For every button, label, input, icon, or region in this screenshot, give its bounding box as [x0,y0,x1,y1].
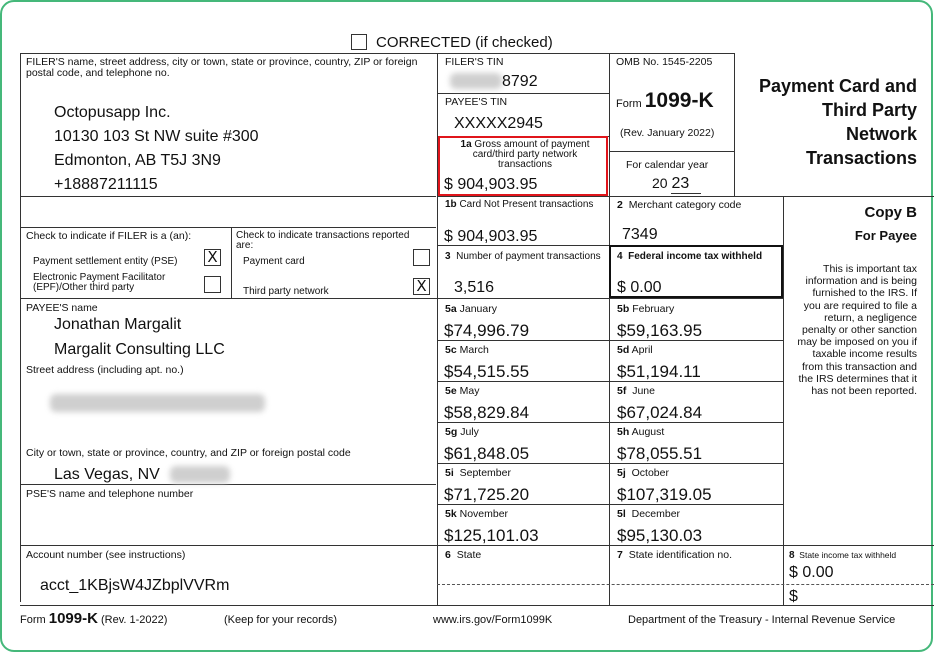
box-3-label [445,252,605,262]
copy-subtitle: For Payee [854,228,917,243]
title-line-2: Third Party [821,100,917,120]
month-value-5i: $71,725.20 [444,485,530,504]
payee-tin-value: XXXXX2945 [454,115,543,132]
month-value-5f: $67,024.84 [617,403,703,422]
box-7-label [617,550,732,561]
footer-form-id [20,611,167,628]
footer-form-prefix: Form [20,614,46,626]
footer-form-name: 1099-K [48,610,98,627]
redacted-tin [450,73,502,89]
title-line-4: Transactions [805,148,917,168]
tin-divider [437,93,609,94]
corrected-label: CORRECTED (if checked) [376,34,553,51]
month-value-5h: $78,055.51 [617,444,703,463]
form-name: 1099-K [644,89,714,112]
redacted-zip [170,466,230,483]
epf-checkbox[interactable] [204,276,221,293]
payee-name-2: Margalit Consulting LLC [54,341,225,358]
box-8-value-1: $ 0.00 [789,564,834,581]
payee-label: PAYEE'S name [26,302,98,314]
footer-url[interactable]: www.irs.gov/Form1099K [433,614,553,626]
box-1a-text: Gross amount of payment card/third party network transactions [472,139,590,170]
month-label-5f: 5f June [617,385,655,397]
title-line-1: Payment Card and [758,76,917,96]
box-1b-text: Card Not Present transactions [459,199,594,210]
box-4-num: 4 [617,251,623,262]
filer-phone: +18887211115 [54,176,158,193]
copy-notice: This is important tax information and is being furnished to the IRS. If you are required to file a return, a negligence penalty or other sanction may be imposed on you if taxable income results from this transaction and the IRS determines that it has not been reported. [797,263,917,398]
footer-rev: (Rev. 1-2022) [101,614,168,626]
state-dash [437,584,934,585]
third-party-checkbox[interactable]: X [413,278,430,295]
filer-tin-value: 8792 [502,73,538,90]
box-4-value: $ 0.00 [617,279,662,296]
form-prefix: Form [616,98,642,110]
calendar-label: For calendar year [626,159,709,171]
month-label-5k: 5k November [445,508,509,520]
box-3-value: 3,516 [454,279,495,296]
omb-label: OMB No. 1545-2205 [616,56,713,68]
month-value-5d: $51,194.11 [617,362,701,381]
street-label: Street address (including apt. no.) [26,364,184,376]
payee-city: Las Vegas, NV [54,466,160,483]
box-2-text: Merchant category code [628,199,742,211]
box-4-text: Federal income tax withheld [628,251,763,262]
payee-name-1: Jonathan Margalit [54,316,182,333]
row-422 [437,422,783,423]
month-value-5l: $95,130.03 [617,526,703,545]
corrected-checkbox[interactable] [351,34,367,50]
form-title [759,74,917,170]
box-8-value-2: $ [789,588,798,605]
row-381 [437,381,783,382]
month-value-5c: $54,515.55 [444,362,530,381]
month-label-5a: 5a January [445,303,497,315]
box-1a-num: 1a [460,139,472,150]
row-340 [437,340,783,341]
box-6-num: 6 [445,549,451,561]
transactions-label: Check to indicate transactions reported are: [236,230,410,251]
omb-divider [609,151,734,152]
payment-card-checkbox[interactable] [413,249,430,266]
month-value-5a: $74,996.79 [444,321,530,340]
filer-is-label: Check to indicate if FILER is a (an): [26,230,192,242]
month-value-5g: $61,848.05 [444,444,530,463]
check-top [20,227,436,228]
row-504 [437,504,783,505]
month-value-5b: $59,163.95 [617,321,703,340]
footer-keep: (Keep for your records) [224,614,338,626]
redacted-street [50,394,265,412]
footer-dept: Department of the Treasury - Internal Revenue Service [628,614,896,626]
year-prefix: 20 [652,175,668,191]
month-label-5d: 5d April [617,344,653,356]
box-1a-value: $ 904,903.95 [444,176,538,193]
box-1b-label [445,200,605,210]
box-7-num: 7 [617,549,623,561]
box-1b-value: $ 904,903.95 [444,228,538,245]
third-party-label: Third party network [243,286,329,297]
month-label-5g: 5g July [445,426,479,438]
box-2-value: 7349 [622,226,658,243]
pse-check-label: Payment settlement entity (PSE) [33,256,178,267]
month-label-5e: 5e May [445,385,480,397]
box-1a-label [446,140,604,170]
check-divider [231,227,232,298]
month-label-5h: 5h August [617,426,665,438]
row-545 [20,545,934,546]
form-top-border [20,53,734,54]
month-label-5c: 5c March [445,344,489,356]
month-label-5l: 5l December [617,508,681,520]
box-8-label [789,550,896,561]
account-label: Account number (see instructions) [26,549,186,561]
row-463 [437,463,783,464]
epf-check-label: Electronic Payment Facilitator (EPF)/Other third party [33,272,166,293]
city-label: City or town, state or province, country, and ZIP or foreign postal code [26,447,351,459]
month-value-5k: $125,101.03 [444,526,539,545]
box-2-num: 2 [617,199,623,211]
month-value-5e: $58,829.84 [444,403,530,422]
box-7-text: State identification no. [628,549,733,561]
box-3-num: 3 [445,251,451,262]
divider-mid [609,53,610,606]
box-6-text: State [456,549,482,561]
title-line-3: Network [845,124,917,144]
pse-top [20,484,436,485]
form-id [616,89,714,116]
form-left-border [20,53,21,602]
payment-card-label: Payment card [243,256,305,267]
divider-omb [734,53,735,196]
filer-bottom [20,196,436,197]
filer-street: 10130 103 St NW suite #300 [54,128,259,145]
filer-city: Edmonton, AB T5J 3N9 [54,152,221,169]
box-3-text: Number of payment transactions [456,251,601,262]
filer-label: FILER'S name, street address, city or town, state or province, country, ZIP or foreign postal code, and telephone no. [26,56,418,79]
box-1b-num: 1b [445,199,457,210]
box-8-num: 8 [789,550,795,561]
row-196 [437,196,934,197]
row-298 [20,298,783,299]
pse-name-label: PSE'S name and telephone number [26,488,194,500]
filer-name: Octopusapp Inc. [54,104,171,121]
calendar-year [652,174,701,194]
copy-title: Copy B [864,204,917,221]
omb-rev: (Rev. January 2022) [620,127,715,139]
month-label-5i: 5i September [445,467,511,479]
box-4-label [617,252,777,262]
month-value-5j: $107,319.05 [617,485,712,504]
pse-checkbox[interactable]: X [204,249,221,266]
month-label-5b: 5b February [617,303,675,315]
payee-tin-label: PAYEE'S TIN [445,96,508,108]
filer-tin-label: FILER'S TIN [445,56,504,68]
box-2-label [617,200,741,211]
month-label-5j: 5j October [617,467,669,479]
year-suffix: 23 [671,175,701,194]
box-6-label [445,550,481,561]
account-value: acct_1KBjsW4JZbplVVRm [40,577,230,594]
box-8-text: State income tax withheld [799,550,897,560]
